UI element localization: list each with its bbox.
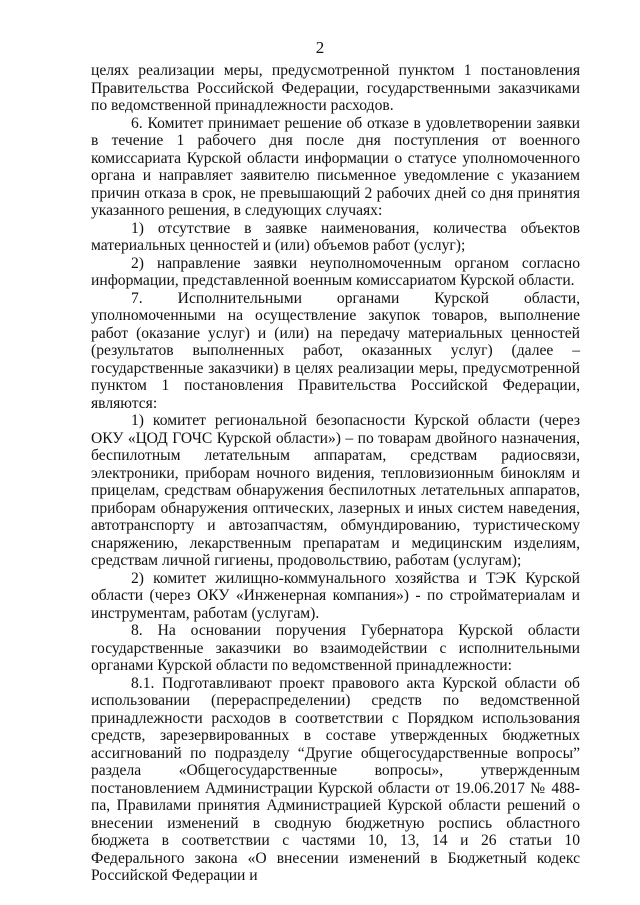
paragraph-item-6: 6. Комитет принимает решение об отказе в удовлетворении заявки в течение 1 рабочего дня после дня поступления от военного комиссариата Курской области информации о статусе уполномоченного органа и направляет заявителю письменное уведомление с указанием причин отказа в срок, не превышающий 2 рабочих дней со дня принятия указанного решения, в следующих случаях: — [91, 114, 580, 219]
paragraph-item-8-1: 8.1. Подготавливают проект правового акта Курской области об использовании (перераспределении) средств по ведомственной принадлежности расходов в соответствии с Порядком использования средств, зарезервированных в составе утвержденных бюджетных ассигнований по подразделу “Другие общегосударственные вопросы” раздела «Общегосударственные вопросы», утвержденным постановлением Администрации Курской области от 19.06.2017 № 488-па, Правилами принятия Администрацией Курской области решений о внесении изменений в сводную бюджетную роспись областного бюджета в соответствии с частями 10, 13, 14 и 26 статьи 10 Федерального закона «О внесении изменений в Бюджетный кодекс Российской Федерации и — [91, 674, 580, 884]
paragraph-item-7-2: 2) комитет жилищно-коммунального хозяйства и ТЭК Курской области (через ОКУ «Инженерная компания») - по стройматериалам и инструментам, работам (услугам). — [91, 569, 580, 622]
page-number: 2 — [315, 38, 325, 57]
paragraph-continuation: целях реализации меры, предусмотренной пунктом 1 постановления Правительства Российской Федерации, государственными заказчиками по ведомственной принадлежности расходов. — [91, 62, 580, 114]
paragraph-item-6-1: 1) отсутствие в заявке наименования, количества объектов материальных ценностей и (или) объемов работ (услуг); — [91, 219, 580, 254]
document-body — [91, 62, 580, 885]
paragraph-item-6-2: 2) направление заявки неуполномоченным органом согласно информации, представленной военным комиссариатом Курской области. — [91, 254, 580, 289]
paragraph-item-7: 7. Исполнительными органами Курской области, уполномоченными на осуществление закупок товаров, выполнение работ (оказание услуг) и (или) на передачу материальных ценностей (результатов выполненных работ, оказанных услуг) (далее – государственные заказчики) в целях реализации меры, предусмотренной пунктом 1 постановления Правительства Российской Федерации, являются: — [91, 289, 580, 412]
paragraph-item-7-1: 1) комитет региональной безопасности Курской области (через ОКУ «ЦОД ГОЧС Курской области») – по товарам двойного назначения, беспилотным летательным аппаратам, средствам радиосвязи, электроники, приборам ночного видения, тепловизионным биноклям и прицелам, средствам обнаружения беспилотных летательных аппаратов, приборам обнаружения оптических, лазерных и иных систем наведения, автотранспорту и автозапчастям, обмундированию, туристическому снаряжению, лекарственным препаратам и медицинским изделиям, средствам личной гигиены, продовольствию, работам (услугам); — [91, 412, 580, 569]
paragraph-item-8: 8. На основании поручения Губернатора Курской области государственные заказчики во взаимодействии с исполнительными органами Курской области по ведомственной принадлежности: — [91, 622, 580, 674]
